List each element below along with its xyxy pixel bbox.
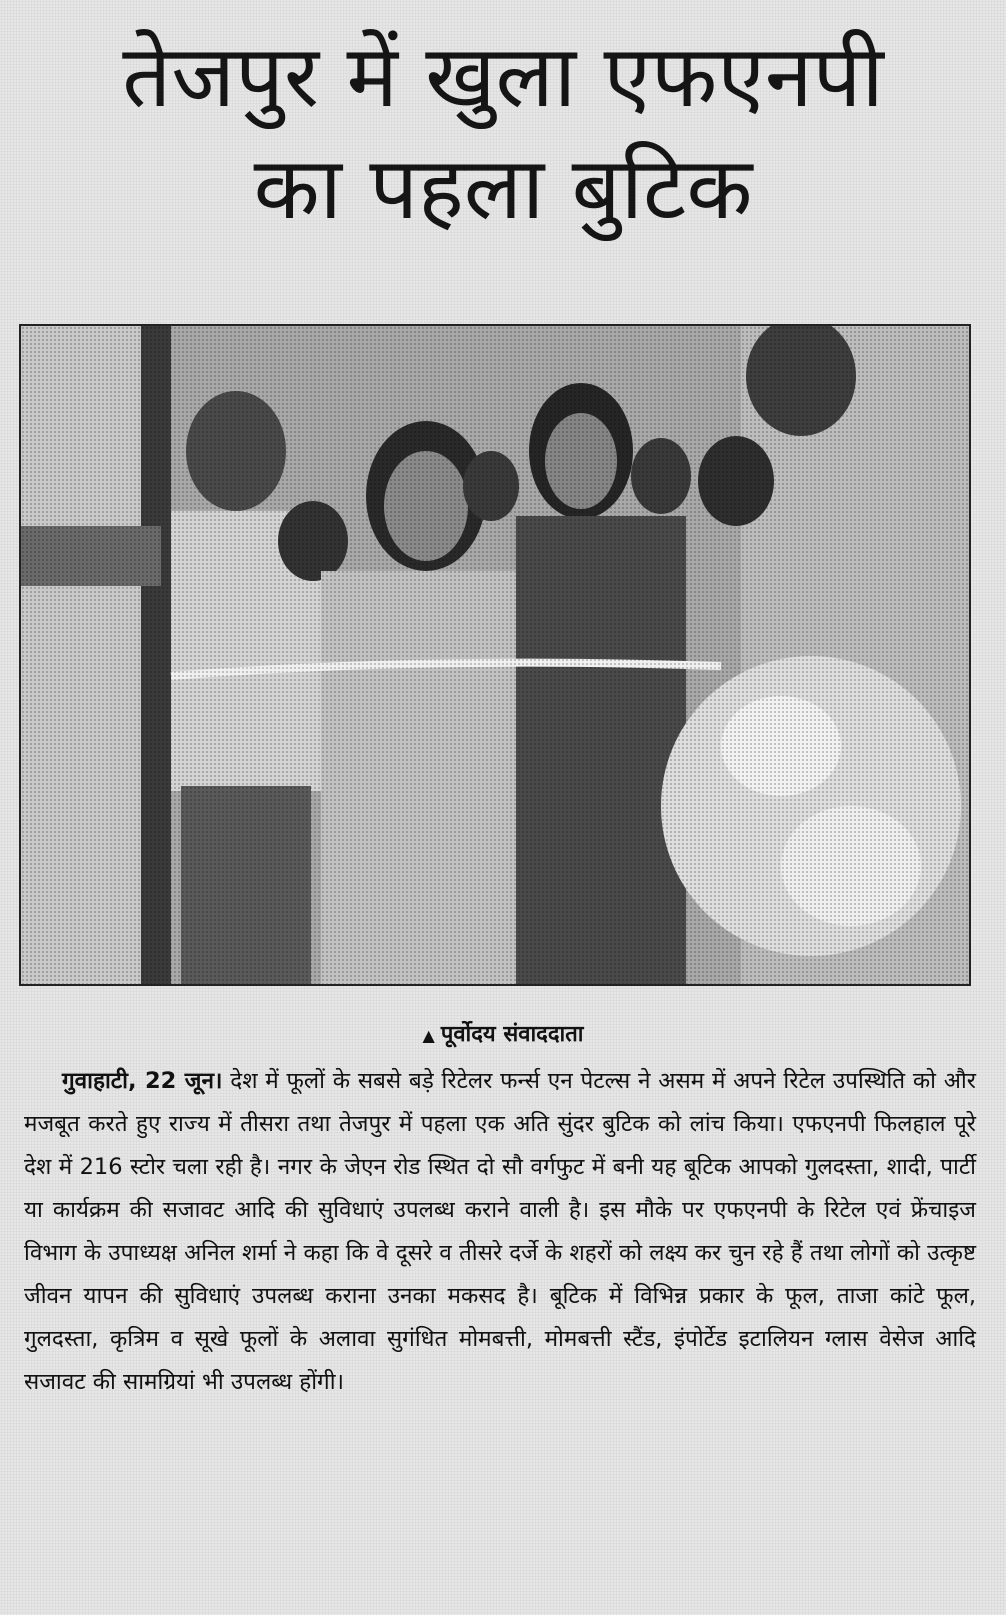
dateline: गुवाहाटी, 22 जून। bbox=[62, 1068, 223, 1094]
triangle-up-icon: ▲ bbox=[422, 1026, 435, 1045]
article-body bbox=[24, 1060, 976, 1404]
headline bbox=[30, 22, 976, 246]
news-photo bbox=[19, 324, 971, 986]
headline-line-2: का पहला बुटिक bbox=[253, 138, 753, 239]
headline-line-1: तेजपुर में खुला एफएनपी bbox=[122, 27, 884, 127]
byline bbox=[0, 1018, 1006, 1048]
byline-text: पूर्वोदय संवाददाता bbox=[440, 1022, 584, 1047]
ribbon-cutting-photo bbox=[21, 326, 969, 984]
body-text: देश में फूलों के सबसे बड़े रिटेलर फर्न्स एन पेटल्स ने असम में अपने रिटेल उपस्थिति को और मजबूत करते हुए राज्य में तीसरा तथा तेजपुर में पहला एक अति सुंदर बुटिक को लांच किया। एफएनपी फिलहाल पूरे देश में 216 स्टोर चला रही है। नगर के जेएन रोड स्थित दो सौ वर्गफुट में बनी यह बूटिक आपको गुलदस्ता, शादी, पार्टी या कार्यक्रम की सजावट आदि की सुविधाएं उपलब्ध कराने वाली है। इस मौके पर एफएनपी के रिटेल एवं फ्रेंचाइज विभाग के उपाध्यक्ष अनिल शर्मा ने कहा कि वे दूसरे व तीसरे दर्जे के शहरों को लक्ष्य कर चुन रहे हैं तथा लोगों को उत्कृष्ट जीवन यापन की सुविधाएं उपलब्ध कराना उनका मकसद है। बूटिक में विभिन्न प्रकार के फूल, ताजा कांटे फूल, गुलदस्ता, कृत्रिम व सूखे फूलों के अलावा सुगंधित मोमबत्ती, मोमबत्ती स्टैंड, इंपोर्टेड इटालियन ग्लास वेसेज आदि सजावट की सामग्रियां भी उपलब्ध होंगी। bbox=[24, 1068, 977, 1395]
